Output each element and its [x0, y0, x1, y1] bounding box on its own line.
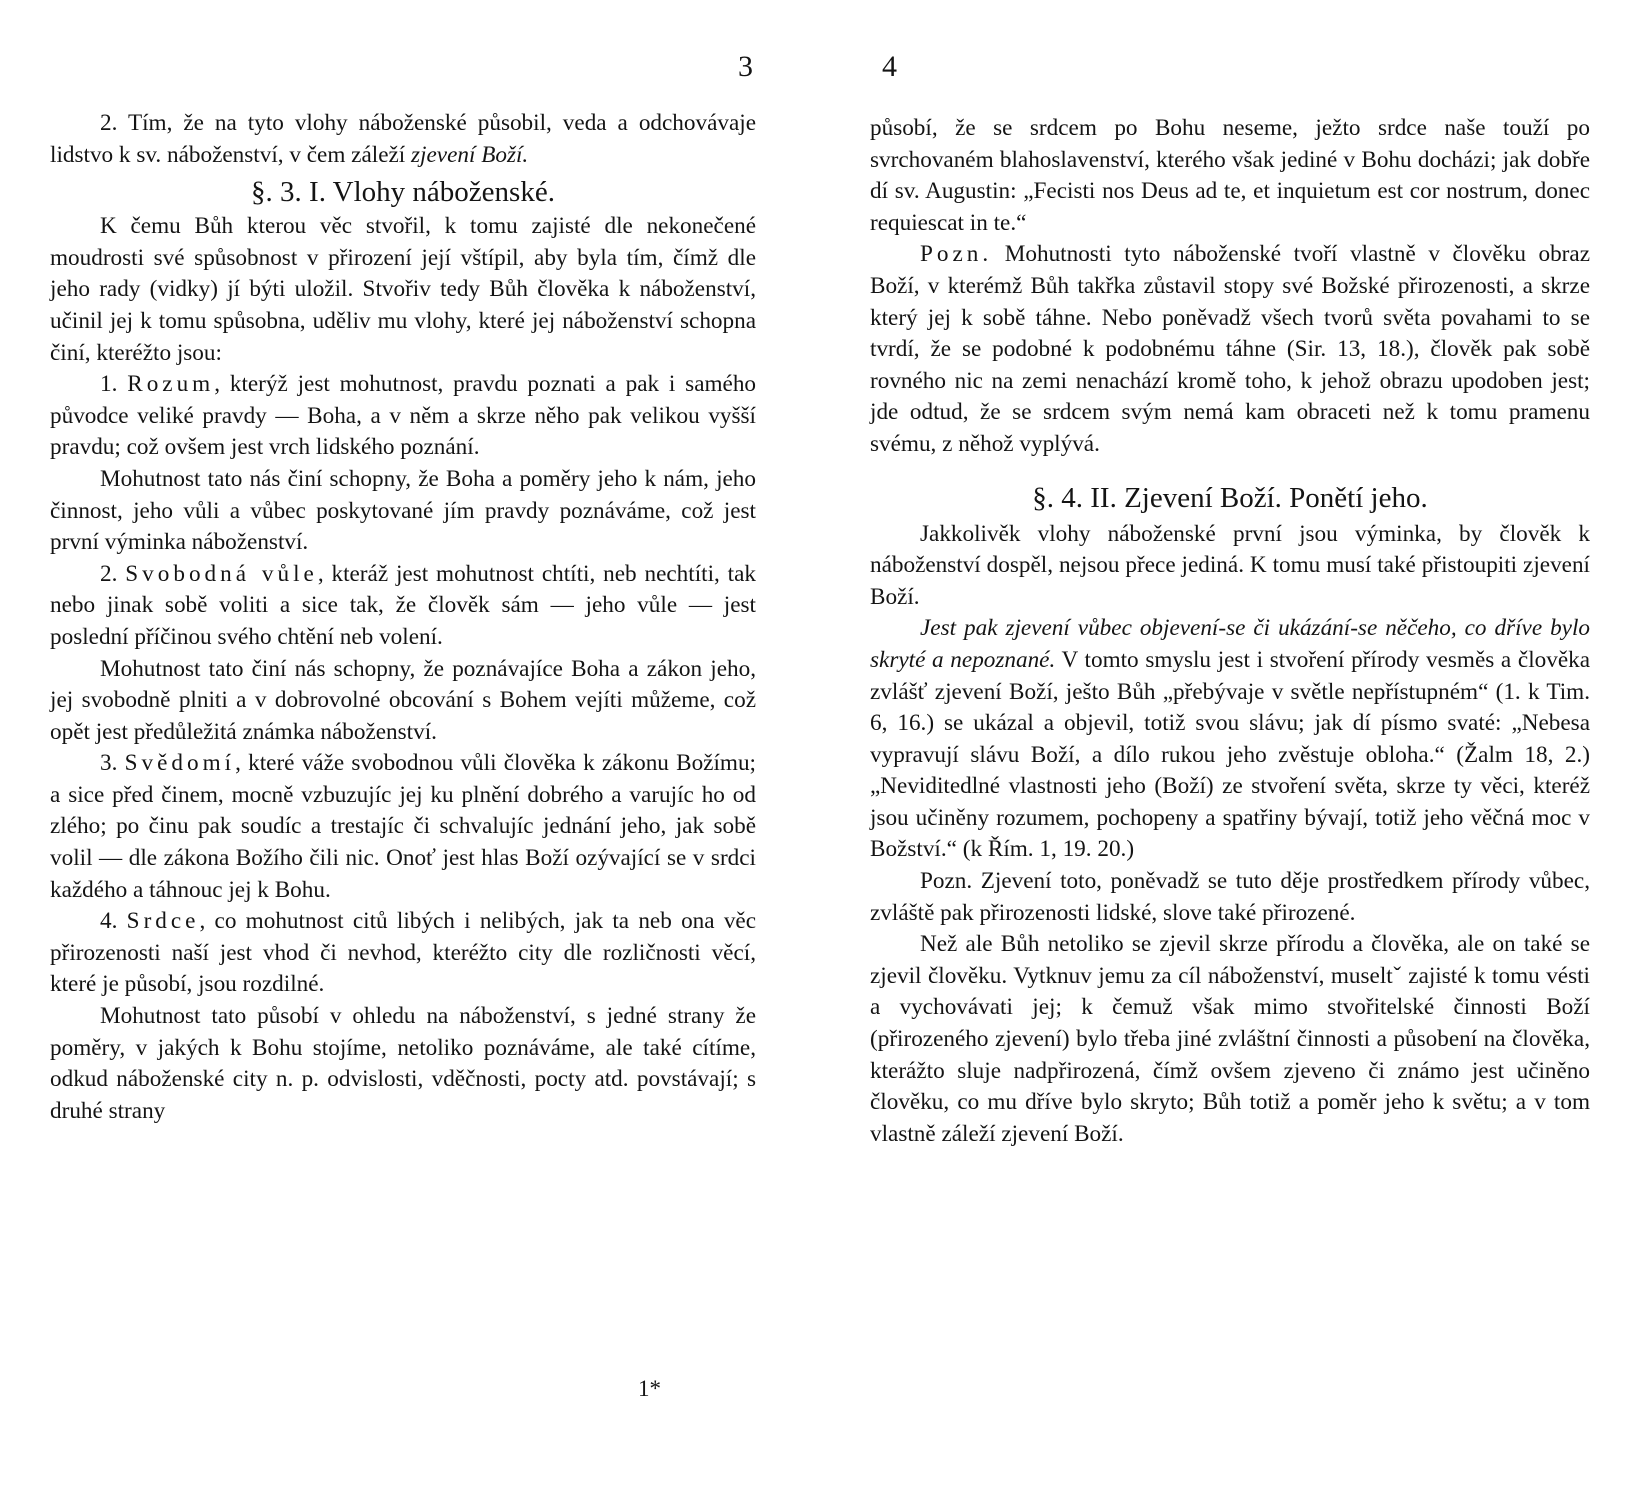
list-number: 3.	[100, 750, 125, 777]
paragraph	[50, 748, 756, 906]
paragraph: působí, že se srdcem po Bohu neseme, ježto srdce naše touží po svrchovaném blahoslavenství, kterého však jediné v Bohu docházi; jak dobře dí sv. Augustin: „Fecisti nos Deus ad te, et inquietum est cor nostrum, donec requiescat in te.“	[870, 115, 1590, 236]
paragraph-text: V tomto smyslu jest i stvoření přírody vesměs a člověka zvlášť zjevení Boží, ješto Bůh „přebývaje v světle nepřístupném“ (1. k Tim. 6, 16.) se ukázal a objevil, totiž svou slávu; jak dí písmo svaté: „Nebesa vypravují slávu Boží, a dílo rukou jeho zvěstuje obloha.“ (Žalm 18, 2.) „Neviditedlné vlastnosti jeho (Boží) ze stvoření světa, skrze ty věci, kteréž jsou učiněny rozumem, pochopeny a spatřiny bývají, totiž jeho věčná moc v Božství.“ (k Řím. 1, 19. 20.)	[870, 646, 1590, 863]
paragraph	[50, 108, 756, 171]
paragraph	[870, 613, 1590, 866]
paragraph: Pozn. Zjevení toto, poněvadž se tuto děje prostředkem přírody vůbec, zvláště pak přirozenosti lidské, slove také přirozené.	[870, 868, 1590, 926]
list-number: 1.	[100, 371, 128, 398]
italic-definition: Jest pak zjevení vůbec objevení-se či ukázání-se něčeho, co dříve bylo skryté a nepoznané.	[870, 615, 1590, 673]
paragraph	[50, 369, 756, 464]
paragraph	[50, 906, 756, 1001]
paragraph-text: , kteráž jest mohutnost chtíti, neb nechtíti, tak nebo jinak sobě voliti a sice tak, že člověk sám — jeho vůle — jest poslední příčinou svého chtění neb volení.	[50, 560, 757, 650]
paragraph-text: , kterýž jest mohutnost, pravdu poznati a pak i samého původce veliké pravdy — Boha, a v něm a skrze něho pak velikou vyšší pravdu; což ovšem jest vrch lidského poznání.	[50, 371, 757, 461]
page-number: 3	[738, 50, 753, 83]
spaced-term: Srdce	[126, 908, 200, 935]
italic-term: zjevení Boží.	[411, 141, 529, 168]
paragraph-text: , které váže svobodnou vůli člověka k zákonu Božímu; a sice před činem, mocně vzbuzujíc jej ku plnění dobrého a varujíc ho od zlého; po činu pak soudíc a trestajíc či schvalujíc jednání jeho, jak sobě volil — dle zákona Božího čili nic. Onoť jest hlas Boží ozývající se v srdci každého a táhnouc jej k Bohu.	[50, 750, 756, 903]
paragraph-text: 2. Tím, že na tyto vlohy náboženské působil, veda a odchovávaje lidstvo k sv. náboženství, v čem záleží	[50, 110, 756, 168]
note-label: Pozn.	[920, 241, 993, 268]
spaced-term: Rozum	[127, 371, 215, 398]
paragraph	[50, 559, 756, 654]
page-number: 4	[882, 50, 897, 83]
paragraph: K čemu Bůh kterou věc stvořil, k tomu zajisté dle nekonečené moudrosti své spůsobnost v přirození její vštípil, aby byla tím, čímž dle jeho rady (vidky) jí býti uložil. Stvořiv tedy Bůh člověka k náboženství, učinil jej k tomu spůsobna, uděliv mu vlohy, které jej náboženství schopna činí, kteréžto jsou:	[50, 213, 756, 366]
section-heading: §. 3. I. Vlohy náboženské.	[251, 176, 555, 209]
paragraph: Mohutnost tato působí v ohledu na náboženství, s jedné strany že poměry, v jakých k Bohu stojíme, netoliko poznáváme, ale také cítíme, odkud náboženské city n. p. odvislosti, vděčnosti, pocty atd. povstávají; s druhé strany	[50, 1003, 756, 1124]
paragraph	[870, 239, 1590, 460]
page-text	[50, 108, 756, 1127]
signature-mark: 1*	[638, 1376, 661, 1401]
paragraph: Než ale Bůh netoliko se zjevil skrze přírodu a člověka, ale on také se zjevil člověku. Vytknuv jemu za cíl náboženství, museltˇ zajisté k tomu vésti a vychovávati jej; k čemuž však mimo stvořitelské činnosti Boží (přirozeného zjevení) bylo třeba jiné zvláštní činnosti a působení na člověka, kterážto sluje nadpřirozená, čímž ovšem zjeveno či známo jest učiněno člověku, co mu dříve bylo skryto; Bůh totiž a poměr jeho k světu; a v tom vlastně záleží zjevení Boží.	[870, 931, 1590, 1147]
spaced-term: Svobodná vůle	[125, 560, 318, 587]
paragraph: Mohutnost tato nás činí schopny, že Boha a poměry jeho k nám, jeho činnost, jeho vůli a vůbec poskytované jím pravdy poznáváme, což jest první výminka náboženství.	[50, 465, 756, 556]
paragraph: Mohutnost tato činí nás schopny, že poznávajíce Boha a zákon jeho, jej svobodně plniti a v dobrovolné obcování s Bohem vejíti můžeme, což opět jest předůležitá známka náboženství.	[50, 655, 756, 745]
paragraph: Jakkolivěk vlohy náboženské první jsou výminka, by člověk k náboženství dospěl, nejsou přece jediná. K tomu musí také přistoupiti zjevení Boží.	[870, 520, 1590, 610]
paragraph-text: Mohutnosti tyto náboženské tvoří vlastně v člověku obraz Boží, v kterémž Bůh takřka zůstavil stopy své Božské přirozenosti, a skrze který jej k sobě táhne. Nebo poněvadž všech tvorů světa povahami to se tvrdí, že se podobné k podobnému táhne (Sir. 13, 18.), člověk pak sobě rovného nic na zemi nenachází kromě toho, k jehož obrazu upodoben jest; jde odtud, že se srdcem svým nemá kam obraceti než k tomu pramenu svému, z něhož vyplývá.	[870, 241, 1590, 457]
list-number: 2.	[100, 560, 126, 587]
page-text	[870, 113, 1590, 1150]
section-heading: §. 4. II. Zjevení Boží. Ponětí jeho.	[1032, 481, 1428, 514]
list-number: 4.	[100, 908, 127, 935]
paragraph-text: , co mohutnost citů libých i nelibých, jak ta neb ona věc přirozenosti naší jest vhod či nevhod, kteréžto city dle rozličnosti věcí, které je působí, jsou rozdilné.	[50, 908, 757, 998]
spaced-term: Svědomí	[124, 750, 236, 777]
